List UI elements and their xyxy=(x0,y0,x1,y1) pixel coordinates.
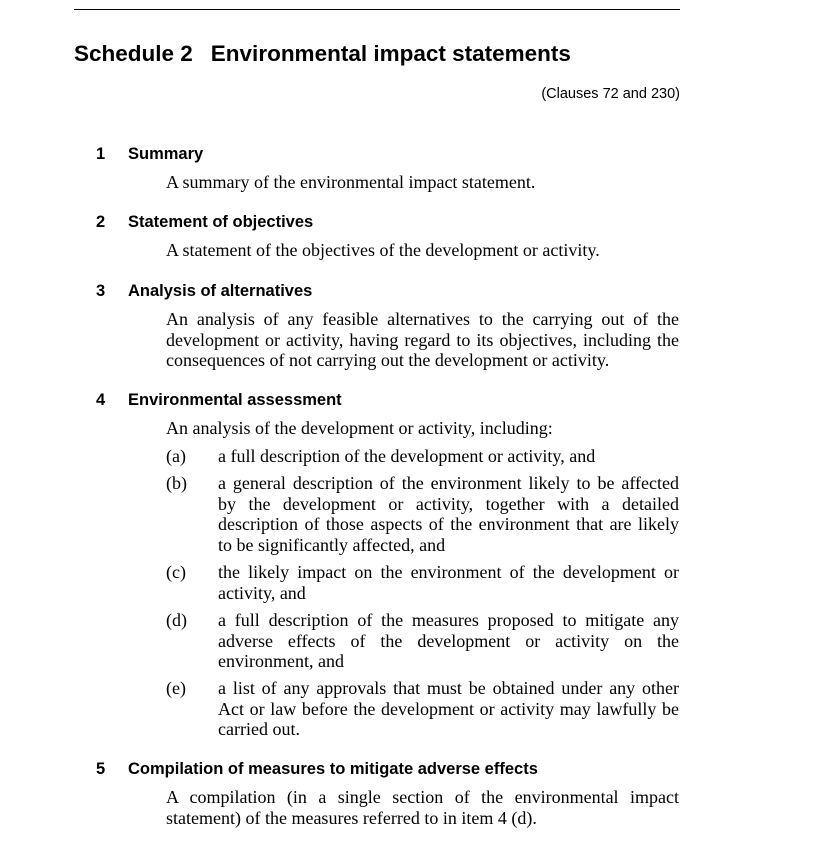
item-title: Analysis of alternatives xyxy=(128,282,313,300)
item-2-heading xyxy=(96,213,686,232)
item-number: 2 xyxy=(96,213,106,231)
item-5-text: A compilation (in a single section of the environmental impact statement) of the measures referred to in item 4 (d). xyxy=(166,787,679,828)
subitem-c-label: (c) xyxy=(166,562,186,582)
item-1-text: A summary of the environmental impact statement. xyxy=(166,172,536,192)
item-number: 3 xyxy=(96,282,106,300)
schedule-title xyxy=(74,41,571,67)
item-4-intro: An analysis of the development or activity, including: xyxy=(166,418,553,438)
clause-reference: (Clauses 72 and 230) xyxy=(541,86,680,102)
item-number: 4 xyxy=(96,391,106,409)
item-title: Compilation of measures to mitigate adverse effects xyxy=(128,760,538,778)
item-2-text: A statement of the objectives of the development or activity. xyxy=(166,240,600,260)
subitem-e-label: (e) xyxy=(166,678,186,698)
item-number: 5 xyxy=(96,760,106,778)
item-title: Summary xyxy=(128,145,204,163)
subitem-b-text: a general description of the environment likely to be affected by the development or activity, together with a detailed description of those aspects of the environment that are likely to be significantly affected, and xyxy=(218,473,679,555)
item-title: Environmental assessment xyxy=(128,391,342,409)
subitem-e-text: a list of any approvals that must be obtained under any other Act or law before the development or activity may lawfully be carried out. xyxy=(218,678,679,739)
schedule-heading: Environmental impact statements xyxy=(210,41,571,66)
schedule-number: Schedule 2 xyxy=(74,41,193,66)
subitem-b-label: (b) xyxy=(166,473,187,493)
item-1-heading xyxy=(96,145,686,164)
subitem-a-text: a full description of the development or activity, and xyxy=(218,446,596,466)
item-number: 1 xyxy=(96,145,106,163)
top-rule xyxy=(74,9,680,10)
subitem-d-label: (d) xyxy=(166,610,187,630)
item-4-heading xyxy=(96,391,686,410)
item-title: Statement of objectives xyxy=(128,213,314,231)
subitem-d-text: a full description of the measures proposed to mitigate any adverse effects of the development or activity on the environment, and xyxy=(218,610,679,671)
subitem-c-text: the likely impact on the environment of the development or activity, and xyxy=(218,562,679,603)
subitem-a-label: (a) xyxy=(166,446,186,466)
item-5-heading xyxy=(96,760,686,779)
item-3-heading xyxy=(96,282,686,301)
item-3-text: An analysis of any feasible alternatives to the carrying out of the development or activity, having regard to its objectives, including the consequences of not carrying out the development or activity. xyxy=(166,309,679,370)
